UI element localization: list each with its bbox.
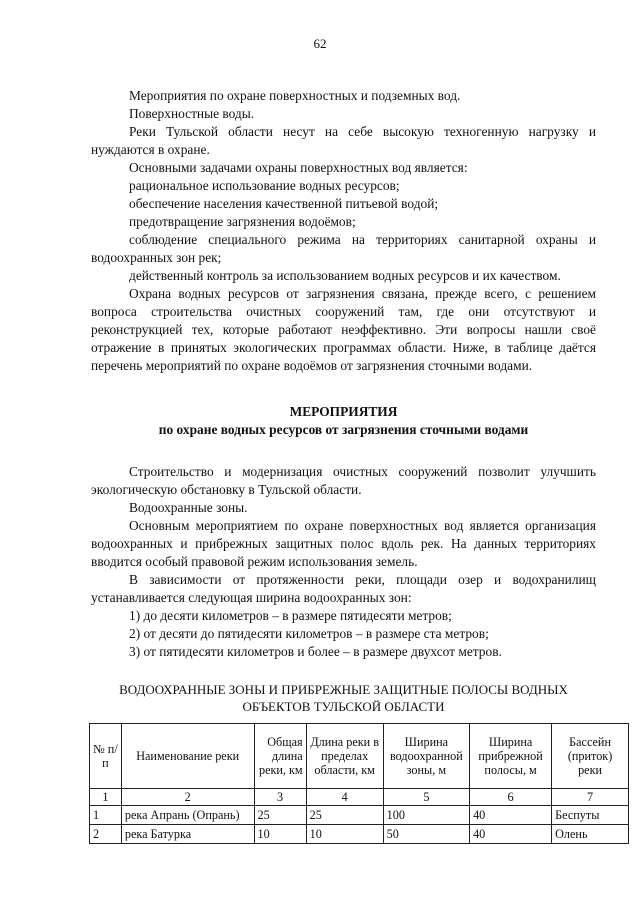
table-cell: 25 [306,806,383,825]
table-cell: Олень [552,825,629,844]
header-cell: Общая длина реки, км [254,724,306,789]
paragraph: 3) от пятидесяти километров и более – в размере двухсот метров. [129,644,502,659]
column-number-cell: 7 [552,789,629,806]
header-cell: Бассейн (приток) реки [552,724,629,789]
table-cell: 10 [254,825,306,844]
paragraph: предотвращение загрязнения водоёмов; [129,214,356,229]
paragraph: Основным мероприятием по охране поверхностных вод является организация водоохранных и прибрежных защитных полос вдоль рек. На данных территориях вводится особый правовой режим использования земель. [91,518,596,569]
header-cell: Ширина водоохранной зоны, м [383,724,469,789]
column-number-cell: 6 [470,789,552,806]
table-cell: 50 [383,825,469,844]
header-cell: Наименование реки [121,724,254,789]
table-cell: 10 [306,825,383,844]
column-number-cell: 2 [121,789,254,806]
paragraph: рациональное использование водных ресурсов; [129,178,400,193]
header-cell: № п/п [90,724,122,789]
column-number-cell: 1 [90,789,122,806]
header-cell: Ширина прибрежной полосы, м [470,724,552,789]
paragraph: Основными задачами охраны поверхностных вод является: [129,160,468,175]
paragraph: Реки Тульской области несут на себе высокую техногенную нагрузку и нуждаются в охране. [91,124,596,157]
paragraph: соблюдение специального режима на территориях санитарной охраны и водоохранных зон рек; [91,232,596,265]
water-zones-table [89,723,629,844]
section-subheading: по охране водных ресурсов от загрязнения сточными водами [158,422,529,437]
paragraph: Водоохранные зоны. [129,500,248,515]
table-cell: 1 [90,806,122,825]
paragraph: Строительство и модернизация очистных сооружений позволит улучшить экологическую обстановку в Тульской области. [91,464,596,497]
table-cell: 25 [254,806,306,825]
paragraph: 2) от десяти до пятидесяти километров – в размере ста метров; [129,626,489,641]
column-number-cell: 4 [306,789,383,806]
table-cell: 40 [470,806,552,825]
table-cell: река Апрань (Опрань) [121,806,254,825]
page-number: 62 [313,36,327,51]
table-title [91,681,596,715]
table-cell: река Батурка [121,825,254,844]
paragraph: обеспечение населения качественной питьевой водой; [129,196,439,211]
paragraph: Поверхностные воды. [129,106,255,121]
table-cell: 100 [383,806,469,825]
table-cell: Беспуты [552,806,629,825]
column-number-cell: 5 [383,789,469,806]
table-title-line: ВОДООХРАННЫЕ ЗОНЫ И ПРИБРЕЖНЫЕ ЗАЩИТНЫЕ ПОЛОСЫ ВОДНЫХ [119,682,568,697]
table-row [90,825,629,844]
paragraph: В зависимости от протяженности реки, площади озер и водохранилищ устанавливается следующая ширина водоохранных зон: [91,572,596,605]
paragraph: действенный контроль за использованием водных ресурсов и их качеством. [129,268,561,283]
section-heading: МЕРОПРИЯТИЯ [289,404,398,419]
table-cell: 40 [470,825,552,844]
table-title-line: ОБЪЕКТОВ ТУЛЬСКОЙ ОБЛАСТИ [242,699,445,714]
header-cell: Длина реки в пределах области, км [306,724,383,789]
paragraph: Охрана водных ресурсов от загрязнения связана, прежде всего, с решением вопроса строительства очистных сооружений там, где они отсутствуют и реконструкцией тех, которые работают неэффективно. Эти вопросы нашли своё отражение в принятых экологических программах области. Ниже, в таблице даётся перечень мероприятий по охране водоёмов от загрязнения сточными водами. [91,286,596,373]
paragraph: 1) до десяти километров – в размере пятидесяти метров; [129,608,452,623]
table-header-row [90,724,629,789]
column-number-cell: 3 [254,789,306,806]
table-row [90,806,629,825]
paragraph: Мероприятия по охране поверхностных и подземных вод. [129,88,461,103]
table-cell: 2 [90,825,122,844]
column-number-row [90,789,629,806]
document-body [91,87,613,844]
